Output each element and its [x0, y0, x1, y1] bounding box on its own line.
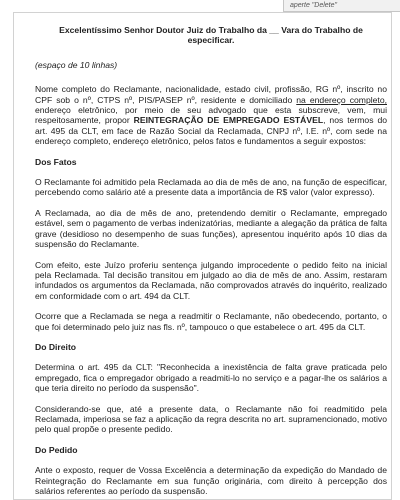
intro-text-3: , nos termos do art. 495 da CLT, em face de Razão Social da Reclamada, CNPJ nº, I.E. nº, com sede na endereço completo, endereço eletrônico, pelos fatos e fundamentos a seguir expostos: — [35, 115, 387, 147]
section-heading-pedido: Do Pedido — [35, 444, 78, 455]
intro-text-1: Nome completo do Reclamante, nacionalidade, estado civil, profissão, RG nº, inscrito no CPF sob o nº, CTPS nº, PIS/PASEP nº, residente e domiciliado — [35, 84, 387, 105]
pedido-paragraph-1: Ante o exposto, requer de Vossa Excelência a determinação da expedição do Mandado de Reintegração do Reclamante em sua função originária, com direito à percepção dos salários referentes ao período da suspensão. — [35, 465, 387, 496]
intro-paragraph — [35, 84, 387, 146]
fatos-paragraph-3: Com efeito, este Juízo proferiu sentença julgando improcedente o pedido feito na inicial pela Reclamada. Tal decisão transitou em julgado ao dia de mês de ano. Assim, restaram infundados os argumentos da Reclamada, não comprovados através do inquérito, realizado em conformidade com o art. 494 da CLT. — [35, 259, 387, 301]
document-content — [35, 25, 387, 500]
document-title: Excelentíssimo Senhor Doutor Juiz do Trabalho da __ Vara do Trabalho de especificar. — [59, 25, 363, 46]
fatos-paragraph-2: A Reclamada, ao dia de mês de ano, pretendendo demitir o Reclamante, empregado estável, sem o pagamento de verbas indenizatórias, mediante a alegação da prática de falta grave (desidioso no desempenho de suas funções), apresentou inquérito após 10 dias da suspensão do Reclamante. — [35, 207, 387, 250]
fatos-paragraph-4: Ocorre que a Reclamada se nega a readmitir o Reclamante, não obedecendo, portanto, o que foi determinado pelo juiz nas fls. nº, tampouco o que estabelece o art. 495 da CLT. — [35, 311, 387, 332]
fatos-paragraph-1: O Reclamante foi admitido pela Reclamada ao dia de mês de ano, na função de especificar, percebendo como salário até a presente data a importância de R$ valor (valor expresso). — [35, 177, 387, 198]
section-heading-fatos: Dos Fatos — [35, 156, 77, 167]
intro-text-2: endereço eletrônico, por meio de seu advogado que esta subscreve, vem, mui respeitosamente, propor — [35, 105, 387, 126]
document-page — [13, 12, 392, 500]
action-type: REINTEGRAÇÃO DE EMPREGADO ESTÁVEL — [133, 115, 324, 126]
spacing-note: (espaço de 10 linhas) — [35, 59, 118, 70]
direito-paragraph-1: Determina o art. 495 da CLT: "Reconhecida a inexistência de falta grave praticada pelo empregado, fica o empregador obrigado a readmiti-lo no serviço e a pagar-lhe os salários a que teria direito no período da suspensão". — [35, 362, 387, 394]
delete-hint-tab[interactable]: aperte "Delete" — [283, 0, 400, 12]
section-heading-direito: Do Direito — [35, 341, 77, 352]
direito-paragraph-2: Considerando-se que, até a presente data, o Reclamante não foi readmitido pela Reclamada, imperiosa se faz a aplicação da regra descrita no art. supramencionado, motivo pelo qual propõe o presente pedido. — [35, 403, 387, 435]
address-field[interactable]: na endereço completo, — [296, 94, 387, 105]
